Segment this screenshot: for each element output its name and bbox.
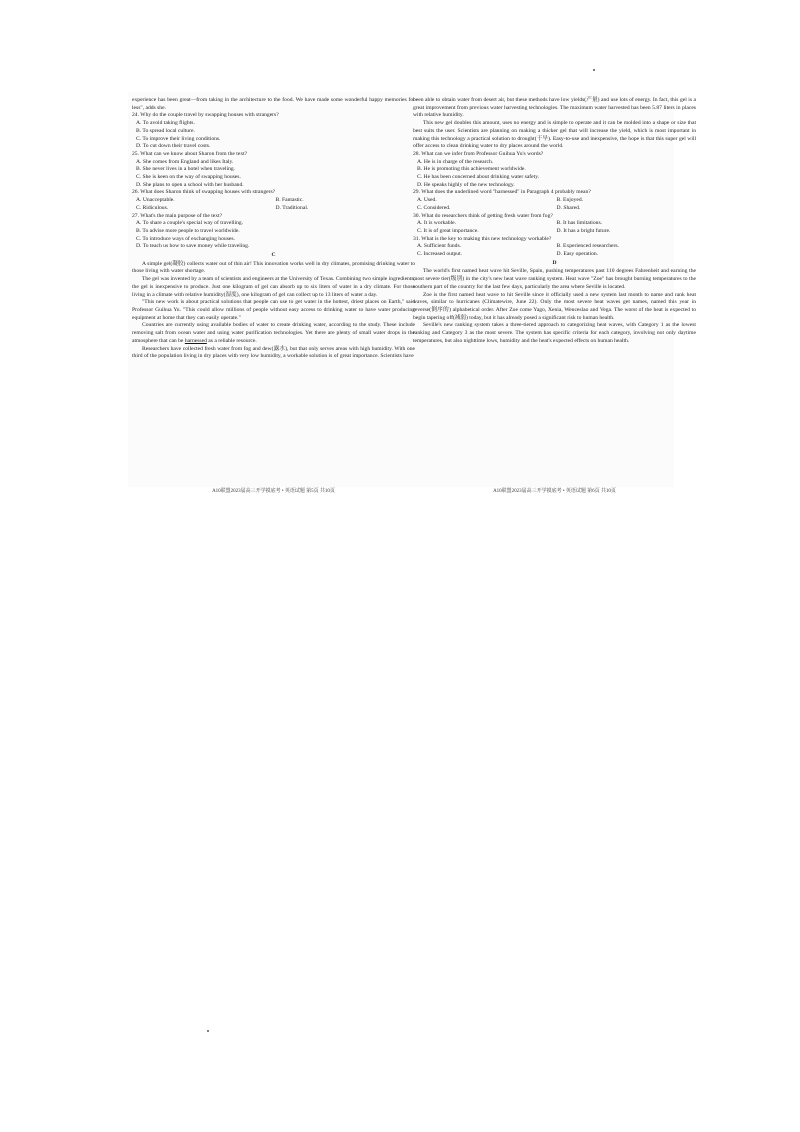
passage-c-paragraph-1: A simple gel(凝胶) collects water out of thin air! This innovation works well in dry climates, promising drinking water to those living with water shortage. xyxy=(132,260,415,275)
q24-option-b: B. To spread local culture. xyxy=(136,127,195,134)
q30-options-row-2 xyxy=(413,228,696,236)
passage-d-paragraph-3: Seville's new ranking system takes a three-tiered approach to categorizing heat waves, with Category 1 as the lowest ranking and Category 3 as the most severe. The system has specific criteria for each category, involving not only daytime temperatures, but also nighttime lows, humidity and the heat's expected effects on human health. xyxy=(413,322,696,344)
q24-option-c: C. To improve their living conditions. xyxy=(136,135,221,142)
q30-option-b: B. It has limitations. xyxy=(556,220,603,227)
q28-option-b: B. He is promoting this achievement worldwide. xyxy=(417,166,526,173)
q29-option-a: A. Used. xyxy=(417,197,437,204)
scan-speck xyxy=(207,1030,209,1032)
passage-c-continued-1: been able to obtain water from desert air, but these methods have low yields(产量) and use lots of energy. In fact, this gel is a great improvement from previous water harvesting technologies. The maximum water harvested has been 5.87 liters in places with relative humidity. xyxy=(413,97,696,119)
passage-c-continued-2: This new gel doubles this amount, uses no energy and is simple to operate and it can be molded into a shape or size that best suits the user. Scientists are planning on making a thicker gel that will increase the yield, which is most important in making this technology a practical solution to drought(干旱). Easy-to-use and inexpensive, the hope is that this super gel will offer access to clean drinking water to dry places around the world. xyxy=(413,120,696,150)
passage-d-paragraph-1: The world's first named heat wave hit Seville, Spain, pushing temperatures past 110 degrees Fahrenheit and earning the most severe tier(级别) in the city's new heat wave ranking system. Heat wave "Zoe" has brought burning temperatures to the southern part of the country for the last few days, particularly the area where Seville is located. xyxy=(413,268,696,290)
question-25: 25. What can we know about Sharon from the text? xyxy=(132,150,248,157)
q29-option-b: B. Enjoyed. xyxy=(556,197,584,204)
q30-option-d: D. It has a bright future. xyxy=(556,227,611,234)
section-d-heading: D xyxy=(552,259,557,266)
q27-option-a: A. To share a couple's special way of travelling. xyxy=(136,220,244,227)
q30-option-a: A. It is workable. xyxy=(417,220,456,227)
q26-options-row-2 xyxy=(132,205,415,213)
left-page-footer: A10联盟2023届高三开学摸底考 • 英语试题 第5页 共10页 xyxy=(212,489,335,494)
right-page-footer: A10联盟2023届高三开学摸底考 • 英语试题 第6页 共10页 xyxy=(493,489,616,494)
q29-option-c: C. Considered. xyxy=(417,204,451,211)
q24-option-a: A. To avoid taking flights. xyxy=(136,120,195,127)
passage-b-ending: experience has been great—from taking in the architecture to the food. We have made some wonderful happy memories for less", adds she. xyxy=(132,97,415,111)
question-27: 27. What's the main purpose of the text? xyxy=(132,212,223,219)
q30-option-c: C. It is of great importance. xyxy=(417,227,479,234)
scan-speck xyxy=(593,69,595,71)
passage-c-paragraph-3: "This new work is about practical solutions that people can use to get water in the hottest, driest places on Earth," said Professor Guihua Yu. "This could allow millions of people without easy access to drinking water to have water producing equipment at home that they can easily operate." xyxy=(132,299,415,321)
q24-option-d: D. To cut down their travel costs. xyxy=(136,143,211,150)
question-28: 28. What can we infer from Professor Guihua Yu's words? xyxy=(413,150,544,157)
section-c-heading: C xyxy=(271,252,276,259)
q28-option-a: A. He is in charge of the research. xyxy=(417,158,494,165)
q31-options-row-2 xyxy=(413,251,696,259)
q26-options-row-1 xyxy=(132,197,415,205)
q25-option-b: B. She never lives in a hotel when traveling. xyxy=(136,166,236,173)
q30-options-row-1 xyxy=(413,220,696,228)
passage-c-paragraph-2: The gel was invented by a team of scientists and engineers at the University of Texas. Combining two simple ingredients, the gel is inexpensive to produce. Just one kilogram of gel can absorb up to six liters of water in a dry climate. For those living in a climate with relative humidity(湿度), one kilogram of gel can collect up to 13 liters of water a day. xyxy=(132,276,415,298)
passage-c-paragraph-5: Researchers have collected fresh water from fog and dew(露水), but that only serves areas with high humidity. With one third of the population living in dry places with very low humidity, a workable solution is of great importance. Scientists have xyxy=(132,345,415,360)
q29-options-row-1 xyxy=(413,197,696,205)
q27-option-c: C. To introduce ways of exchanging houses. xyxy=(136,235,235,242)
q26-option-d: D. Traditional. xyxy=(275,204,309,211)
left-page-column xyxy=(132,97,415,361)
q25-option-d: D. She plans to open a school with her husband. xyxy=(136,181,244,188)
question-31: 31. What is the key to making this new technology workable? xyxy=(413,235,552,242)
q25-option-a: A. She comes from England and likes Italy. xyxy=(136,158,234,165)
q26-option-c: C. Ridiculous. xyxy=(136,204,169,211)
q31-option-b: B. Experienced researchers. xyxy=(556,243,619,250)
q27-option-d: D. To teach us how to save money while traveling. xyxy=(136,243,250,250)
q31-option-c: C. Increased output. xyxy=(417,251,463,258)
underlined-word-harnessed: harnessed xyxy=(184,337,207,344)
q28-option-c: C. He has been concerned about drinking water safety. xyxy=(417,174,540,181)
q29-options-row-2 xyxy=(413,205,696,213)
q29-option-d: D. Shared. xyxy=(556,204,581,211)
question-29: 29. What does the underlined word "harnessed" in Paragraph 4 probably mean? xyxy=(413,189,591,196)
q31-option-d: D. Easy operation. xyxy=(556,251,599,258)
right-page-column xyxy=(413,97,696,346)
q28-option-d: D. He speaks highly of the new technology. xyxy=(417,181,515,188)
question-30: 30. What do researchers think of getting fresh water from fog? xyxy=(413,212,553,219)
q31-options-row-1 xyxy=(413,243,696,251)
passage-d-paragraph-2: Zoe is the first named heat wave to hit Seville since it officially used a new system last month to name and rank heat waves, similar to hurricanes (Climatewire, June 22). Only the most severe heat waves get names, named this year in reverse(倒序的) alphabetical order. After Zoe come Yago, Xenia, Wenceslao and Vega. The worst of the heat is expected to begin tapering off(减弱) today, but it has already posed a significant risk to human health. xyxy=(413,291,696,321)
passage-c-paragraph-4 xyxy=(132,322,415,345)
paragraph-4-text-b: as a reliable resource. xyxy=(206,337,257,344)
q26-option-a: A. Unacceptable. xyxy=(136,197,175,204)
paragraph-4-text-a: Countries are currently using available bodies of water to create drinking water, according to the study. These include removing salt from ocean water and using water purification technologies. Yet there are plenty of small water drops in the atmosphere that can be xyxy=(132,322,415,344)
q25-option-c: C. She is keen on the way of swapping houses. xyxy=(136,174,241,181)
question-24: 24. Why do the couple travel by swapping houses with strangers? xyxy=(132,112,279,119)
q27-option-b: B. To advise more people to travel worldwide. xyxy=(136,227,240,234)
q26-option-b: B. Fantastic. xyxy=(275,197,304,204)
question-26: 26. What does Sharon think of swapping houses with strangers? xyxy=(132,189,276,196)
q31-option-a: A. Sufficient funds. xyxy=(417,243,462,250)
